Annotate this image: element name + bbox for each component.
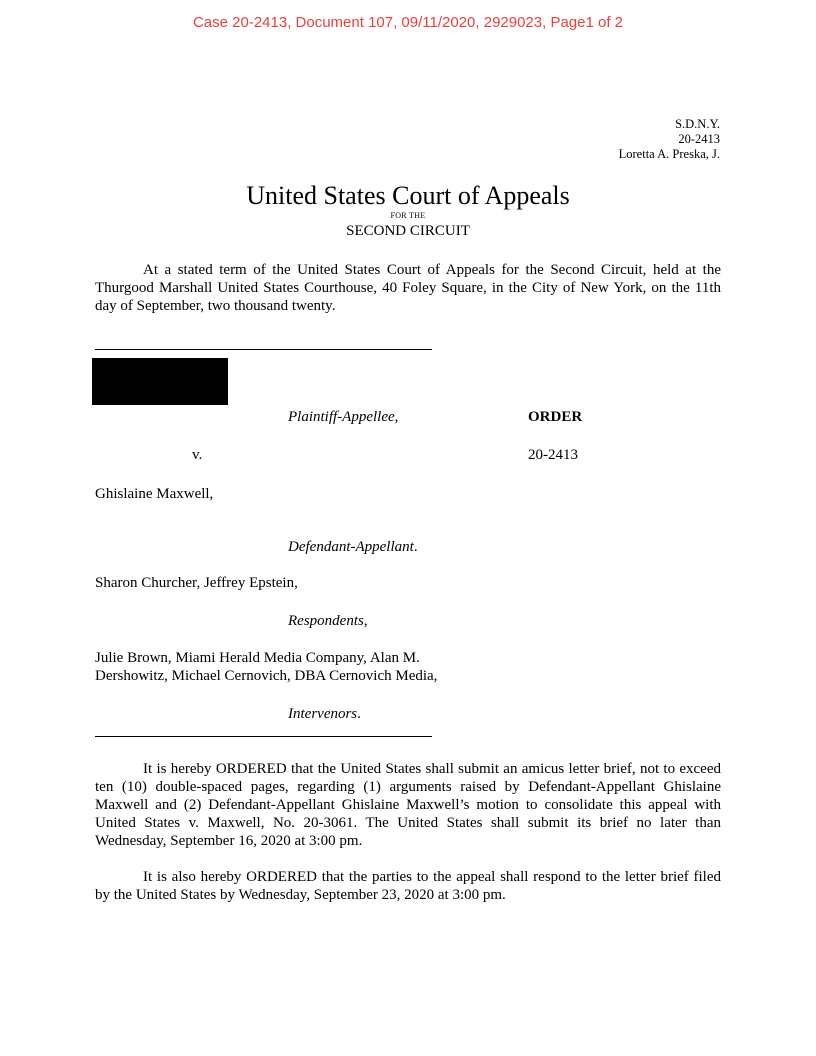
caption-top-rule (95, 349, 432, 350)
court-title: United States Court of Appeals (246, 181, 570, 210)
district-label: S.D.N.Y. (675, 117, 720, 131)
defendant-name: Ghislaine Maxwell, (95, 486, 214, 502)
order-text-1: It is hereby ORDERED that the United States shall submit an amicus letter brief, not to exceed ten (10) double-spaced pages, regarding (1) arguments raised by Defendant-Appellant Ghislaine Maxwell and (2) Defendant-Appellant Ghislaine Maxwell’s motion to consolidate this appeal with United States v. Maxwell, No. 20-3061. The United States shall submit its brief no later than Wednesday, September 16, 2020 at 3:00 pm. (95, 761, 721, 849)
defendant-role: Defendant-Appellant. (288, 539, 418, 555)
caption-bottom-rule (95, 736, 432, 737)
redaction-block (92, 358, 228, 405)
judge-name: Loretta A. Preska, J. (618, 147, 720, 161)
court-info-block (619, 117, 720, 162)
respondents-names: Sharon Churcher, Jeffrey Epstein, (95, 575, 298, 591)
case-stamp: Case 20-2413, Document 107, 09/11/2020, 2929023, Page1 of 2 (192, 14, 624, 31)
order-paragraph-1 (95, 760, 721, 850)
order-text-2: It is also hereby ORDERED that the parties to the appeal shall respond to the letter brief filed by the United States by Wednesday, September 23, 2020 at 3:00 pm. (95, 869, 721, 903)
circuit-name: SECOND CIRCUIT (346, 223, 470, 239)
respondents-role: Respondents, (288, 613, 368, 629)
intro-paragraph (95, 261, 721, 315)
for-the-label: FOR THE (390, 211, 426, 220)
docket-number-top: 20-2413 (678, 132, 720, 146)
intervenors-role: Intervenors. (288, 706, 361, 722)
intervenors-names-line2: Dershowitz, Michael Cernovich, DBA Cernovich Media, (95, 668, 438, 684)
docket-number: 20-2413 (528, 447, 578, 463)
order-label: ORDER (528, 409, 583, 425)
intervenors-names-line1: Julie Brown, Miami Herald Media Company, Alan M. (95, 650, 420, 666)
intro-text: At a stated term of the United States Court of Appeals for the Second Circuit, held at the Thurgood Marshall United States Courthouse, 40 Foley Square, in the City of New York, on the 11th day of September, two thousand twenty. (95, 262, 721, 314)
order-paragraph-2 (95, 868, 721, 904)
plaintiff-role: Plaintiff-Appellee, (288, 409, 399, 425)
versus-label: v. (192, 447, 203, 463)
